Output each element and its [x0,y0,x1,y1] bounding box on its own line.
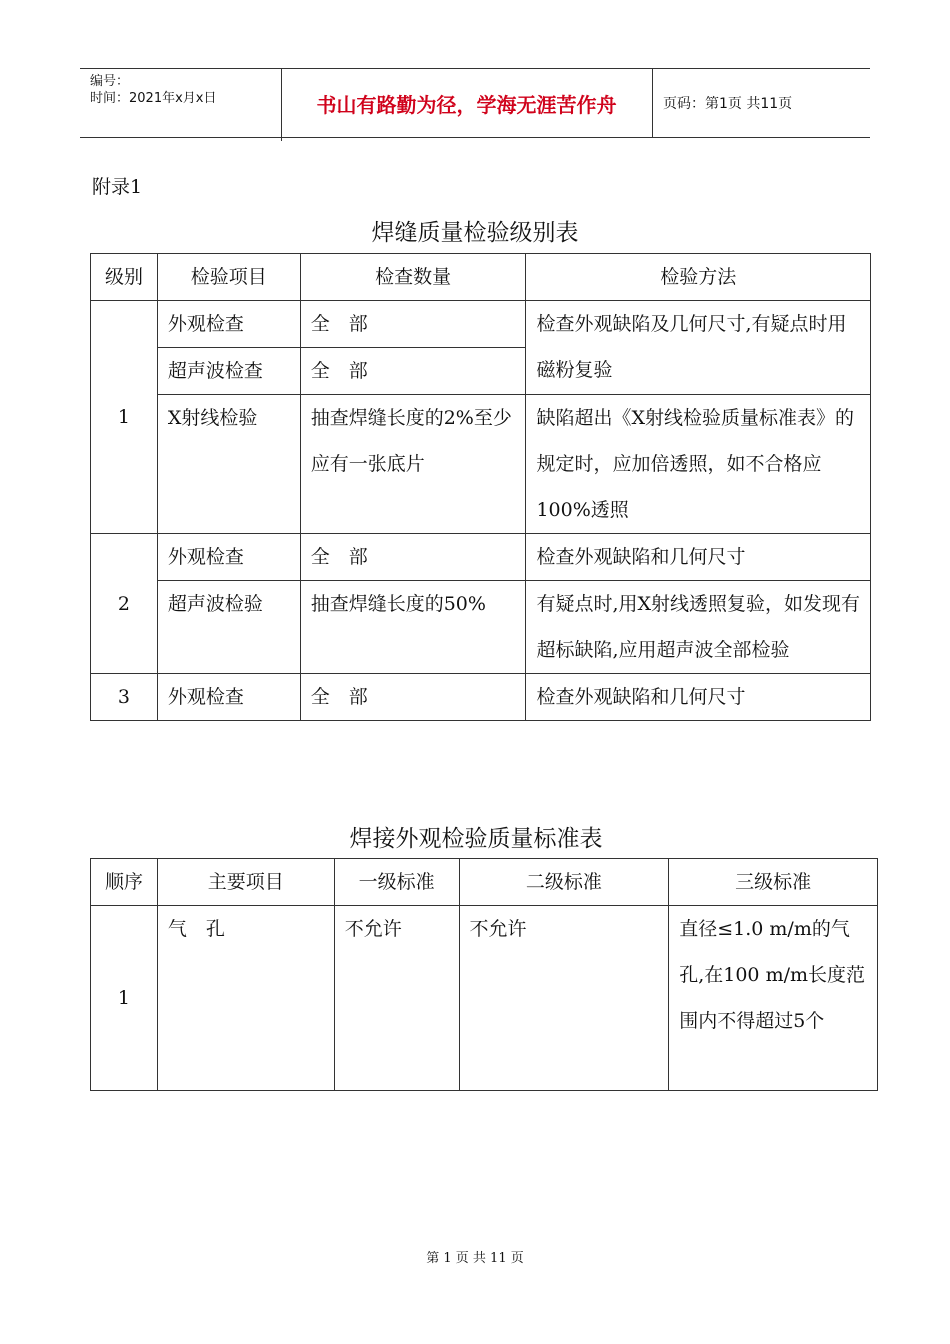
table-row [91,674,871,721]
qty-cell: 抽查焊缝长度的2%至少应有一张底片 [300,395,526,534]
qty-cell: 全 部 [300,348,526,395]
header-cell: 检查数量 [300,254,526,301]
qty-cell: 抽查焊缝长度的50% [300,581,526,674]
method-cell: 检查外观缺陷及几何尺寸,有疑点时用磁粉复验 [526,301,871,395]
method-cell: 检查外观缺陷和几何尺寸 [526,674,871,721]
appearance-standard-table [90,858,878,1091]
table-row [91,906,878,1091]
table-row [91,581,871,674]
header-cell: 三级标准 [669,859,878,906]
table-header-row [91,254,871,301]
item-cell: X射线检验 [157,395,300,534]
table-header-row [91,859,878,906]
item-cell: 外观检查 [157,301,300,348]
header-cell: 检验方法 [526,254,871,301]
std3-cell: 直径≤1.0 m/m的气孔,在100 m/m长度范围内不得超过5个 [669,906,878,1091]
table-row [91,534,871,581]
std1-cell: 不允许 [334,906,459,1091]
item-cell: 超声波检查 [157,348,300,395]
header-cell: 级别 [91,254,158,301]
header-cell: 主要项目 [157,859,334,906]
header-cell: 顺序 [91,859,158,906]
appendix-label: 附录1 [92,176,143,198]
number-label: 编号： [90,74,130,89]
qty-cell: 全 部 [300,534,526,581]
level-cell: 3 [91,674,158,721]
method-cell: 有疑点时,用X射线透照复验，如发现有超标缺陷,应用超声波全部检验 [526,581,871,674]
header-meta [80,69,282,141]
qty-cell: 全 部 [300,674,526,721]
std2-cell: 不允许 [459,906,669,1091]
order-cell: 1 [91,906,158,1091]
item-cell: 外观检查 [157,674,300,721]
header-cell: 一级标准 [334,859,459,906]
header-motto: 书山有路勤为径，学海无涯苦作舟 [281,69,653,137]
table2-title: 焊接外观检验质量标准表 [349,826,603,852]
item-cell: 超声波检验 [157,581,300,674]
item-cell: 气 孔 [157,906,334,1091]
table-row [91,301,871,348]
header-cell: 检验项目 [157,254,300,301]
method-cell: 缺陷超出《X射线检验质量标准表》的规定时，应加倍透照，如不合格应100%透照 [526,395,871,534]
header-page-label: 页码：第1页 共11页 [663,96,793,112]
table1-title: 焊缝质量检验级别表 [371,220,579,246]
method-cell: 检查外观缺陷和几何尺寸 [526,534,871,581]
page-footer: 第 1 页 共 11 页 [426,1251,524,1266]
header-cell: 二级标准 [459,859,669,906]
time-label: 时间：2021年x月x日 [90,91,217,106]
page-header [80,68,870,138]
table-row [91,395,871,534]
level-cell: 2 [91,534,158,674]
item-cell: 外观检查 [157,534,300,581]
weld-quality-level-table [90,253,871,721]
level-cell: 1 [91,301,158,534]
qty-cell: 全 部 [300,301,526,348]
